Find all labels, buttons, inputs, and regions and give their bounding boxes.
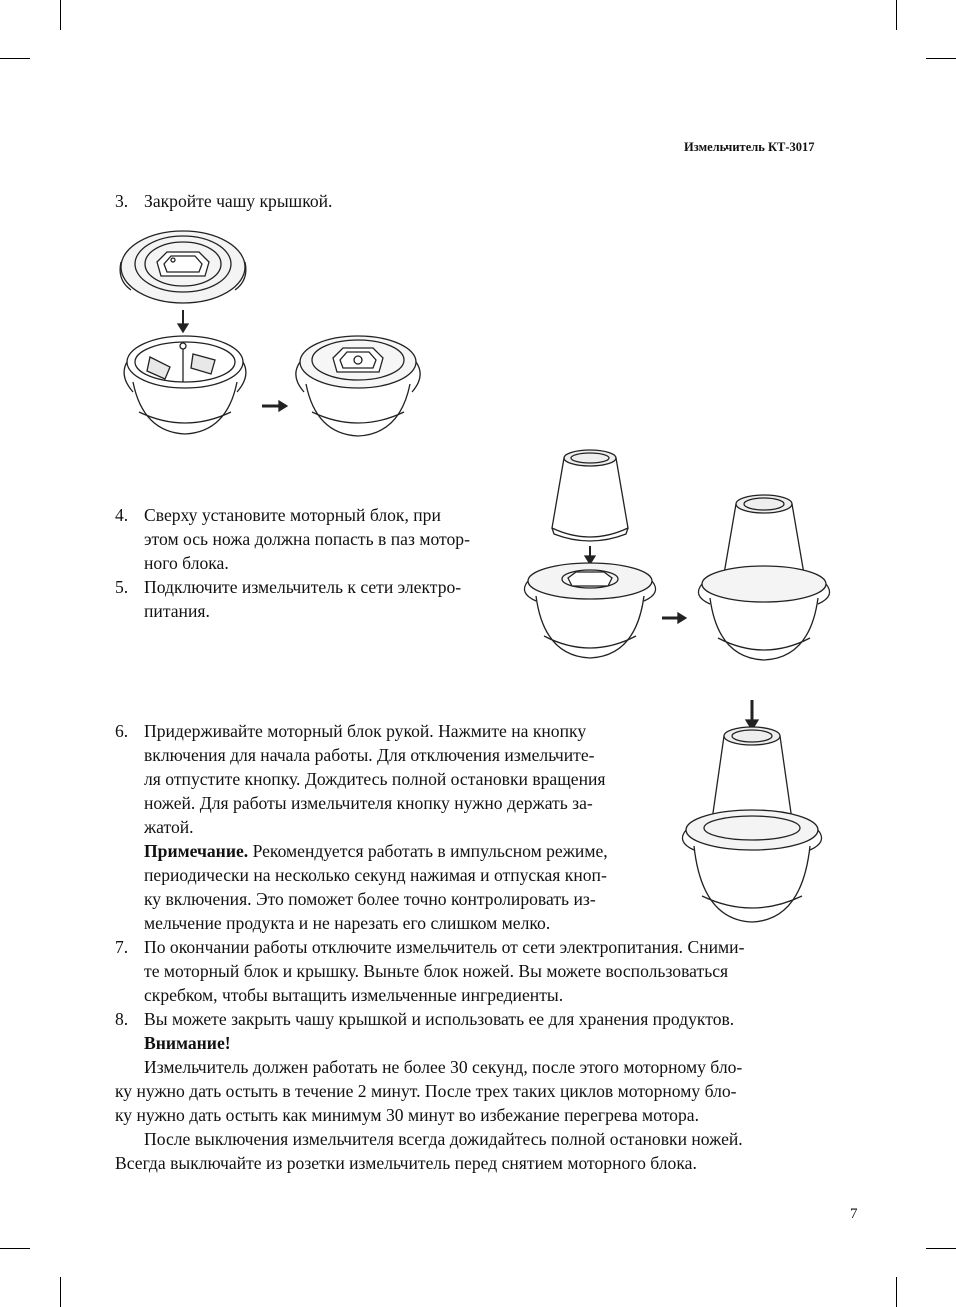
- step-text-line: включения для начала работы. Для отключения измельчите-: [144, 745, 595, 765]
- page-number: 7: [850, 1206, 858, 1222]
- note-label: Примечание.: [144, 841, 249, 861]
- crop-mark: [0, 58, 30, 59]
- crop-mark: [60, 0, 61, 30]
- step-text-line: скребком, чтобы вытащить измельченные ингредиенты.: [144, 985, 564, 1005]
- bowl-closed: [524, 563, 655, 658]
- crop-mark: [926, 58, 956, 59]
- page-header: Измельчитель КТ-3017: [684, 140, 815, 154]
- step-text-line: ного блока.: [144, 553, 229, 573]
- crop-mark: [60, 1277, 61, 1307]
- assembled-chopper: [682, 727, 821, 922]
- step-number: 8.: [115, 1009, 129, 1029]
- step-text-line: Придерживайте моторный блок рукой. Нажмите на кнопку: [144, 721, 587, 741]
- bowl-with-blades: [124, 336, 246, 434]
- warning-line: ку нужно дать остыть как минимум 30 минут во избежание перегрева мотора.: [115, 1105, 699, 1125]
- note-line: [144, 839, 608, 863]
- step-text-line: питания.: [144, 601, 210, 621]
- warning-line: Всегда выключайте из розетки измельчитель перед снятием моторного блока.: [115, 1153, 697, 1173]
- step-text-line: ля отпустите кнопку. Дождитесь полной остановки вращения: [144, 769, 606, 789]
- step-text-line: Сверху установите моторный блок, при: [144, 505, 441, 525]
- crop-mark: [0, 1248, 30, 1249]
- warning-line: ку нужно дать остыть в течение 2 минут. После трех таких циклов моторному бло-: [115, 1081, 737, 1101]
- step-text-line: жатой.: [144, 817, 194, 837]
- note-line: периодически на несколько секунд нажимая и отпуская кноп-: [144, 865, 607, 885]
- motor-block-illustration: [520, 446, 832, 672]
- note-line: мельчение продукта и не нарезать его слишком мелко.: [144, 913, 551, 933]
- lid-top-view: [120, 231, 246, 303]
- step-text-line: ножей. Для работы измельчителя кнопку нужно держать за-: [144, 793, 593, 813]
- note-line: ку включения. Это поможет более точно контролировать из-: [144, 889, 596, 909]
- crop-mark: [896, 0, 897, 30]
- step-text: Закройте чашу крышкой.: [144, 191, 333, 211]
- step-number: 4.: [115, 505, 129, 525]
- step-text-line: По окончании работы отключите измельчитель от сети электропитания. Сними-: [144, 937, 745, 957]
- step-text-line: Вы можете закрыть чашу крышкой и использовать ее для хранения продуктов.: [144, 1009, 735, 1029]
- step-number: 3.: [115, 191, 129, 211]
- step-text-line: Подключите измельчитель к сети электро-: [144, 577, 462, 597]
- crop-mark: [896, 1277, 897, 1307]
- note-text: Рекомендуется работать в импульсном режиме,: [248, 841, 608, 861]
- step-text-line: те моторный блок и крышку. Выньте блок ножей. Вы можете воспользоваться: [144, 961, 729, 981]
- step-text-line: этом ось ножа должна попасть в паз мотор-: [144, 529, 470, 549]
- step-number: 6.: [115, 721, 129, 741]
- warning-title: Внимание!: [144, 1033, 231, 1053]
- warning-line: Измельчитель должен работать не более 30 секунд, после этого моторному бло-: [144, 1057, 743, 1077]
- step-number: 5.: [115, 577, 129, 597]
- step-number: 7.: [115, 937, 129, 957]
- press-button-illustration: [676, 700, 832, 926]
- motor-block: [552, 450, 628, 541]
- assembled-chopper: [698, 495, 829, 660]
- closed-bowl: [296, 336, 420, 436]
- crop-mark: [926, 1248, 956, 1249]
- warning-line: После выключения измельчителя всегда дожидайтесь полной остановки ножей.: [144, 1129, 743, 1149]
- lid-assembly-illustration: [115, 222, 425, 442]
